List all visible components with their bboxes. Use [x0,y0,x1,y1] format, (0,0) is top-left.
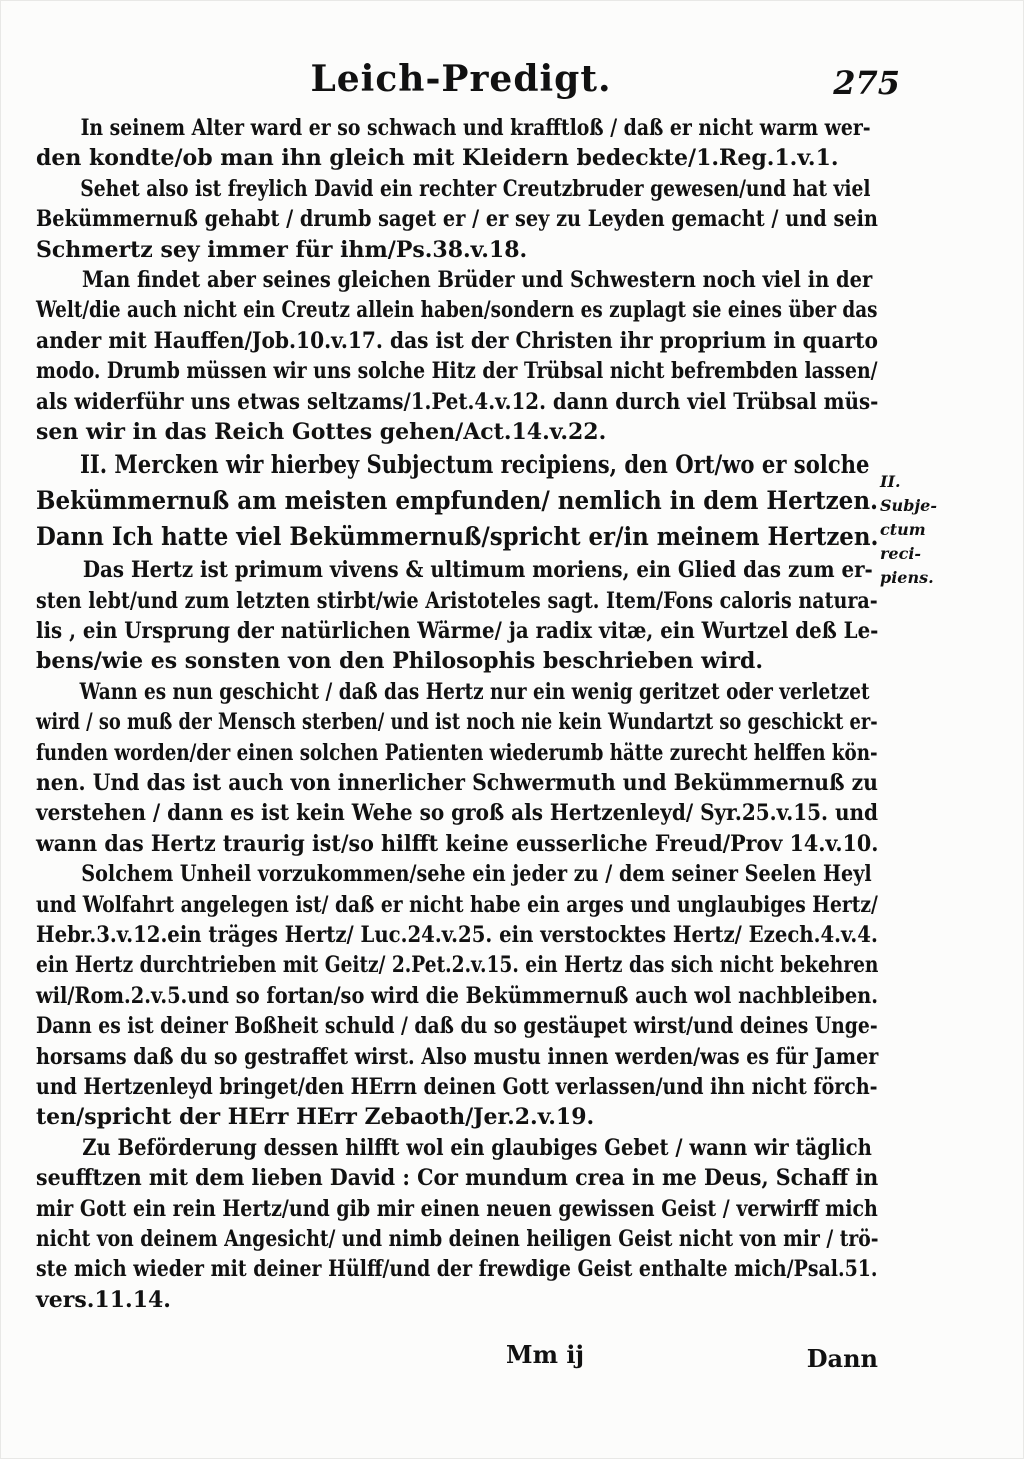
text-line: Wann es nun geschicht / daß das Hertz nur ein wenig geritzet oder verletzet [79,678,870,705]
text-line: II. Mercken wir hierbey Subjectum recipiens, den Ort/wo er solche [79,450,870,480]
paragraph-4 [36,447,878,555]
text-line: funden worden/der einen solchen Patienten wiederumb hätte zurecht helffen kön- [36,739,878,766]
paragraph-3 [36,265,878,447]
text-line: Hebr.3.v.12.ein träges Hertz/ Luc.24.v.25. ein verstocktes Hertz/ Ezech.4.v.4. [36,921,878,948]
text-line: Bekümmernuß gehabt / drumb saget er / er sey zu Leyden gemacht / und sein [36,206,878,233]
page-header [36,58,900,114]
text-line: als widerführ uns etwas seltzams/1.Pet.4.v.12. dann durch viel Trübsal müs- [36,388,879,415]
paragraph-1 [36,113,878,174]
text-line: und Hertzenleyd bringet/den HErrn deinen Gott verlassen/und ihn nicht förch- [36,1073,878,1100]
text-line: ander mit Hauffen/Job.10.v.17. das ist der Christen ihr proprium in quarto [36,327,878,354]
text-line: mir Gott ein rein Hertz/und gib mir einen neuen gewissen Geist / verwirff mich [36,1195,878,1222]
text-line: modo. Drumb müssen wir uns solche Hitz der Trübsal nicht befrembden lassen/ [36,358,878,385]
margin-note-line: ctum reci- [880,520,926,563]
text-line: ste mich wieder mit deiner Hülff/und der frewdige Geist enthalte mich/Psal.51. [36,1256,878,1283]
text-line: Welt/die auch nicht ein Creutz allein haben/sondern es zuplagt sie eines über das [36,297,878,324]
page-number: 275 [833,64,900,102]
text-line: Zu Beförderung dessen hilfft wol ein glaubiges Gebet / wann wir täglich [82,1134,872,1161]
text-line: den kondte/ob man ihn gleich mit Kleidern bedeckte/1.Reg.1.v.1. [36,145,839,172]
signature-mark: Mm ij [506,1340,585,1369]
paragraph-6 [36,677,878,859]
text-line: Schmertz sey immer für ihm/Ps.38.v.18. [36,236,528,263]
text-line: verstehen / dann es ist kein Wehe so groß als Hertzenleyd/ Syr.25.v.15. und [36,800,879,827]
text-line: wann das Hertz traurig ist/so hilfft keine eusserliche Freud/Prov 14.v.10. [36,830,879,857]
text-line: vers.11.14. [36,1286,171,1313]
paragraph-2 [36,174,878,265]
running-title: Leich-Predigt. [310,58,612,100]
text-line: wil/Rom.2.v.5.und so fortan/so wird die Bekümmernuß auch wol nachbleiben. [36,982,879,1009]
text-line: nen. Und das ist auch von innerlicher Schwermuth und Bekümmernuß zu [36,770,878,797]
paragraph-7 [36,859,878,1133]
text-line: lis , ein Ursprung der natürlichen Wärme/ ja radix vitæ, ein Wurtzel deß Le- [36,618,879,645]
page-footer [36,1340,878,1380]
text-line: Das Hertz ist primum vivens & ultimum moriens, ein Glied das zum er- [82,557,873,584]
text-line: sten lebt/und zum letzten stirbt/wie Aristoteles sagt. Item/Fons caloris natura- [36,587,878,614]
text-line: seufftzen mit dem lieben David : Cor mundum crea in me Deus, Schaff in [36,1165,879,1192]
paragraph-8 [36,1133,878,1315]
text-line: Sehet also ist freylich David ein rechter Creutzbruder gewesen/und hat viel [80,175,871,202]
text-line: Dann es ist deiner Boßheit schuld / daß du so gestäupet wirst/und deines Unge- [36,1013,878,1040]
text-line: horsams daß du so gestraffet wirst. Also mustu innen werden/was es für Jamer [36,1043,879,1070]
text-line: nicht von deinem Angesicht/ und nimb deinen heiligen Geist nicht von mir / trö- [36,1225,879,1252]
text-line: bens/wie es sonsten von den Philosophis beschrieben wird. [36,648,764,675]
text-line: Solchem Unheil vorzukommen/sehe ein jeder zu / dem seiner Seelen Heyl [81,861,872,888]
text-body [36,113,878,1315]
text-line: ten/spricht der HErr HErr Zebaoth/Jer.2.v.19. [36,1104,595,1131]
paragraph-5 [36,555,878,677]
text-line: Bekümmernuß am meisten empfunden/ nemlich in dem Hertzen. [36,486,879,516]
text-line: wird / so muß der Mensch sterben/ und ist noch nie kein Wundartzt so geschickt er- [36,709,878,736]
text-line: sen wir in das Reich Gottes gehen/Act.14.v.22. [36,418,607,445]
margin-note-line: II. Subje- [880,472,937,515]
text-line: ein Hertz durchtrieben mit Geitz/ 2.Pet.2.v.15. ein Hertz das sich nicht bekehren [36,952,879,979]
text-line: Man findet aber seines gleichen Brüder und Schwestern noch viel in der [81,266,873,293]
text-line: Dann Ich hatte viel Bekümmernuß/spricht er/in meinem Hertzen. [36,522,879,552]
margin-note-line: piens. [880,568,934,587]
margin-note [880,470,952,590]
text-line: und Wolfahrt angelegen ist/ daß er nicht habe ein arges und unglaubiges Hertz/ [36,891,878,918]
text-line: In seinem Alter ward er so schwach und krafftloß / daß er nicht warm wer- [80,115,871,141]
catchword: Dann [806,1344,878,1373]
